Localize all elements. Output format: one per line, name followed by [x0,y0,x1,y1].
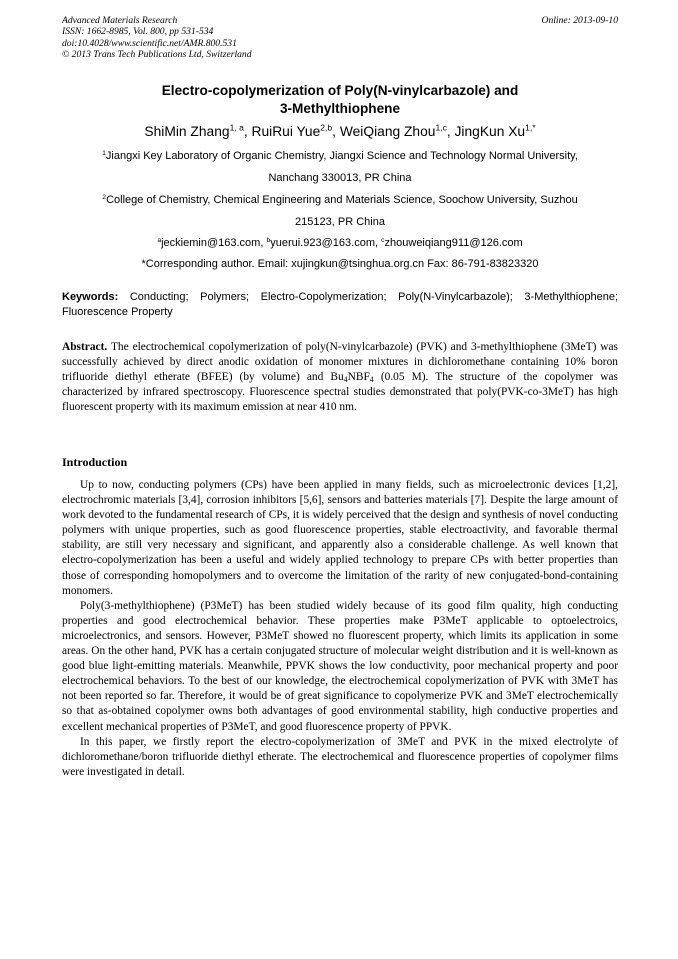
email-mark: a [157,236,162,244]
author [340,124,455,139]
keywords-text: Conducting; Polymers; Electro-Copolymerization; Poly(N-Vinylcarbazole); 3-Methylthiophene; Fluorescence Property [62,291,618,318]
author-affiliation-mark: 2,b [320,122,333,133]
email-link[interactable]: yuerui.923@163.com [270,237,375,249]
email-link[interactable]: jeckiemin@163.com [161,237,261,249]
journal-copyright: © 2013 Trans Tech Publications Ltd, Switzerland [62,49,252,61]
affiliation-2 [62,189,618,233]
author [144,124,251,139]
affiliation-line-1: College of Chemistry, Chemical Engineering and Materials Science, Soochow University, Suzhou [106,194,578,206]
author-separator: , [446,124,455,139]
author-name: JingKun Xu [454,124,526,139]
online-date: Online: 2013-09-10 [541,15,618,26]
journal-name: Advanced Materials Research [62,15,178,26]
journal-header [62,15,618,61]
affiliation-number: 1 [102,149,106,157]
corresponding-author: *Corresponding author. Email: xujingkun@tsinghua.org.cn Fax: 86-791-83823320 [141,258,539,270]
author-affiliation-mark: 1,c [435,122,447,133]
paragraph: Poly(3-methylthiophene) (P3MeT) has been studied widely because of its good film quality, high conducting properties and good electrochemical behavior. These properties make P3MeT applicable to optoelectroics, microelectronics, and sensors. However, P3MeT showed no fluorescent property, which limits its application in some areas. On the other hand, PVK has a certain conjugated structure of molecular weight distribution and it is well-known as good blue light-emitting materials. Meanwhile, PPVK shows the low conductivity, poor mechanical property and poor electrochemical behaviors. To the best of our knowledge, the electrochemical copolymerization of PVK with 3MeT has not been reported so far. Therefore, it would be of great significance to copolymerize PVK and 3MeT electrochemically so that as-obtained copolymer owns both advantages of good environmental stability, high conductive properties and excellent mechanical properties of P3MeT, and good fluorescence property of PPVK. [62,599,618,733]
journal-issn: ISSN: 1662-8985, Vol. 800, pp 531-534 [62,26,214,38]
paper-title [62,82,618,117]
keywords-label: Keywords: [62,291,119,303]
email-mark: b [266,236,271,244]
author-affiliation-mark: 1, a [229,122,244,133]
author-separator: , [332,124,340,139]
abstract: Abstract. The electrochemical copolymerization of poly(N-vinylcarbazole) (PVK) and 3-methylthiophene (3MeT) was successfully achieved by direct anodic oxidation of monomer mixtures in dichloromethane containing 10% boron trifluoride diethyl etherate (BFEE) (by volume) and $Bu_4NBF_4$ (0.05 M). The structure of the copolymer was characterized by infrared spectroscopy. Fluorescence spectral studies demonstrated that poly(PVK-co-3MeT) has high fluorescent property with its maximum emission at near 410 nm. [62,341,618,414]
author [252,124,340,139]
author [455,124,536,139]
abstract-label: Abstract. [62,341,108,353]
journal-doi: doi:10.4028/www.scientific.net/AMR.800.531 [62,37,237,49]
email-mark: c [381,236,385,244]
author-emails: $^a$jeckiemin@163.com, $^b$yuerui.923@163.com, $^c$zhouweiqiang911@126.com [157,236,523,249]
author-name: WeiQiang Zhou [339,124,436,139]
title-line-2: 3-Methylthiophene [279,100,401,116]
affiliation-number: 2 [102,193,107,201]
affiliation-1 [62,145,618,189]
introduction-heading: Introduction [62,455,128,469]
author-name: RuiRui Yue [251,124,321,139]
affiliation-line-1: Jiangxi Key Laboratory of Organic Chemistry, Jiangxi Science and Technology Normal University, [105,150,578,162]
author-separator: , [243,124,252,139]
introduction-body [62,478,618,780]
keywords [62,290,618,319]
paragraph: In this paper, we firstly report the electro-copolymerization of 3MeT and PVK in the mixed electrolyte of dichloromethane/boron trifluoride diethyl etherate. The electrochemical and fluorescence properties of copolymer films were investigated in detail. [62,735,618,778]
paragraph: Up to now, conducting polymers (CPs) have been applied in many fields, such as microelectronic devices [1,2], electrochromic materials [3,4], corrosion inhibitors [5,6], sensors and batteries materials [7]. Despite the large amount of work devoted to the fundamental research of CPs, it is widely perceived that the design and synthesis of novel conducting polymers with unique properties, such as good fluorescence properties, stable electroactivity, and favorable thermal stability, are still very necessary and significant, and apparently also a considerable challenge. As well known that electro-copolymerization has been a useful and widely applied technology to prepare CPs with better properties than those of corresponding homopolymers and to overcome the limitation of the rarity of new conjugated-bond-containing monomers. [62,479,618,597]
affiliation-line-2: Nanchang 330013, PR China [268,172,412,184]
affiliation-line-2: 215123, PR China [295,216,385,228]
email-link[interactable]: zhouweiqiang911@126.com [384,237,523,249]
title-line-1: Electro-copolymerization of Poly(N-vinylcarbazole) and [161,83,519,98]
author-affiliation-mark: 1,* [525,122,536,133]
author-name: ShiMin Zhang [144,124,230,139]
author-list [62,123,618,141]
